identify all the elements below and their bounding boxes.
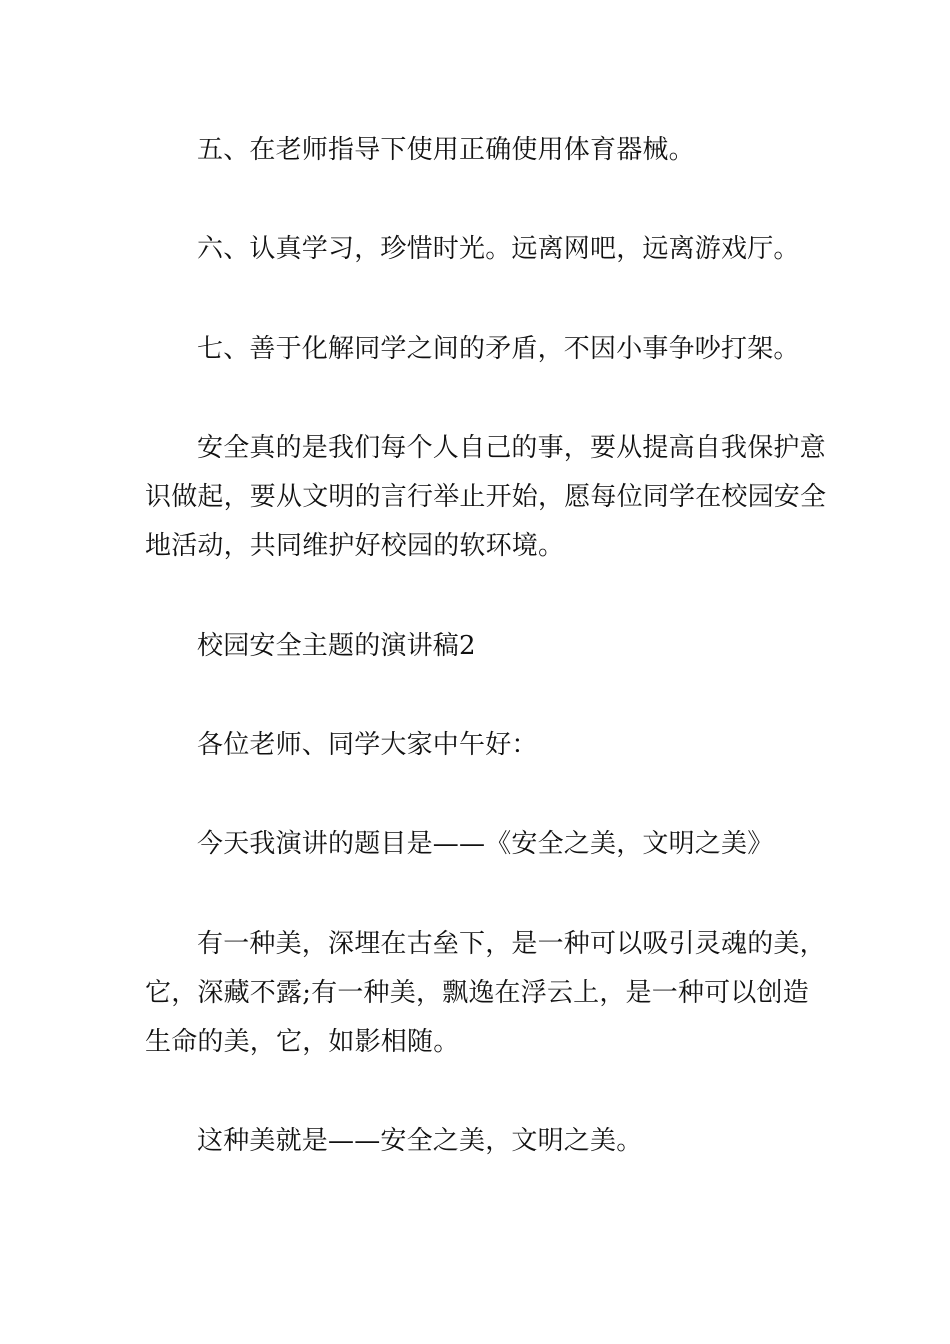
paragraph-beauty-description: 有一种美，深埋在古垒下，是一种可以吸引灵魂的美，它，深藏不露;有一种美，飘逸在浮云上，是一种可以创造生命的美，它，如影相随。 — [145, 929, 826, 1057]
paragraph-rule-seven: 七、善于化解同学之间的矛盾，不因小事争吵打架。 — [197, 334, 800, 364]
paragraph-greeting: 各位老师、同学大家中午好： — [197, 730, 538, 760]
speech-title: 校园安全主题的演讲稿2 — [197, 631, 476, 661]
paragraph-beauty-statement: 这种美就是——安全之美，文明之美。 — [197, 1126, 643, 1156]
paragraph-rule-five: 五、在老师指导下使用正确使用体育器械。 — [197, 135, 695, 165]
paragraph-topic: 今天我演讲的题目是——《安全之美，文明之美》 — [197, 829, 774, 859]
paragraph-rule-six: 六、认真学习，珍惜时光。远离网吧，远离游戏厅。 — [197, 234, 800, 264]
paragraph-conclusion: 安全真的是我们每个人自己的事，要从提高自我保护意识做起，要从文明的言行举止开始，愿每位同学在校园安全地活动，共同维护好校园的软环境。 — [145, 433, 827, 561]
